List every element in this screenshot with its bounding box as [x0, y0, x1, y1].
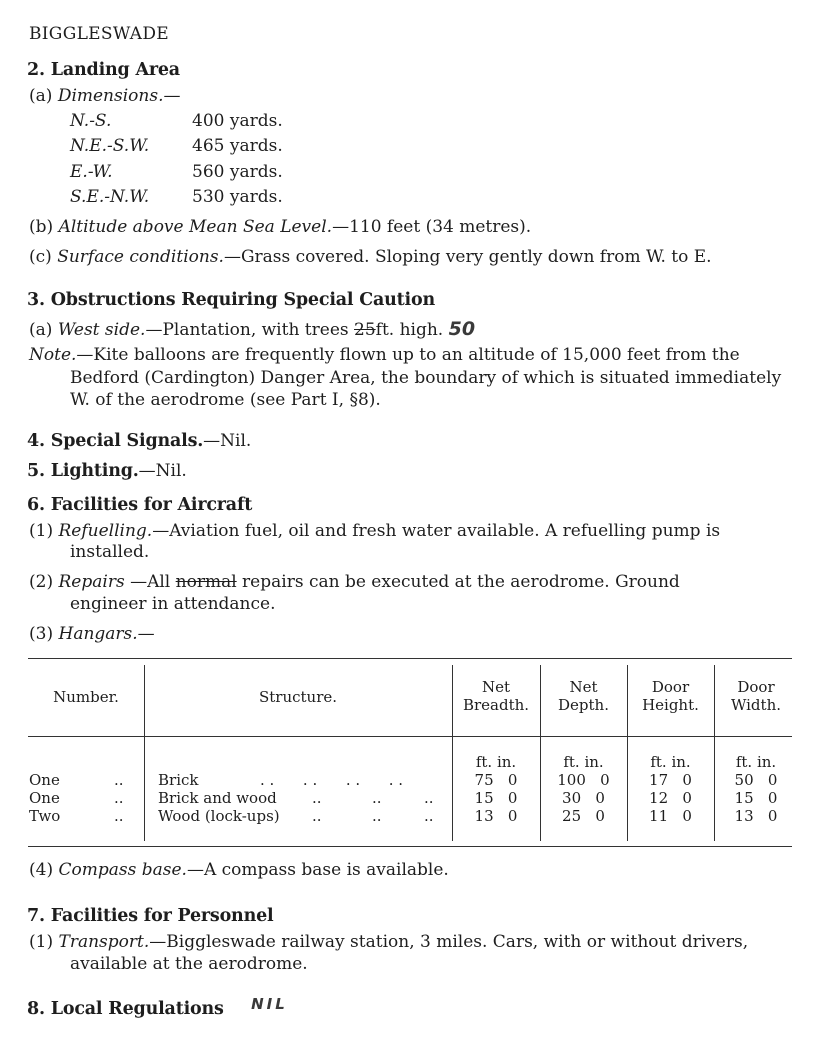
cell-width: 50 0	[734, 771, 778, 789]
item-heading: Dimensions.—	[57, 86, 181, 106]
item-text: ft. high.	[375, 320, 444, 340]
table-top-rule	[28, 658, 792, 659]
section-4-text: —Nil.	[203, 431, 252, 451]
dim-value: 560 yards.	[192, 162, 283, 182]
item-label: (2)	[29, 572, 54, 592]
section-6-title: 6. Facilities for Aircraft	[27, 495, 253, 515]
item-heading: Surface conditions.	[57, 247, 224, 267]
units-height: ft. in.	[650, 753, 691, 771]
section-2-title: 2. Landing Area	[27, 60, 180, 80]
cell-leader: ..	[424, 807, 434, 825]
item-text: —A compass base is available.	[186, 860, 449, 880]
handwritten-note: NIL	[251, 995, 288, 1013]
item-2b	[29, 217, 531, 237]
cell-depth: 100 0	[557, 771, 610, 789]
note-line-1	[29, 345, 740, 365]
header-door-width	[714, 678, 798, 714]
dim-direction: S.E.-N.W.	[70, 187, 150, 207]
cell-height: 12 0	[649, 789, 692, 807]
item-text: —Grass covered. Sloping very gently down from W. to E.	[223, 247, 712, 267]
item-label: (1)	[29, 521, 54, 541]
note-line-2: Bedford (Cardington) Danger Area, the boundary of which is situated immediately	[70, 368, 782, 388]
item-text: repairs can be executed at the aerodrome. Ground	[236, 572, 680, 592]
item-3a	[29, 318, 475, 340]
section-3-title: 3. Obstructions Requiring Special Caution	[27, 290, 435, 310]
section-4-title: 4. Special Signals.	[27, 431, 204, 451]
cell-depth: 30 0	[562, 789, 605, 807]
item-6-1-cont: installed.	[70, 542, 150, 562]
item-6-2	[29, 572, 680, 592]
cell-width: 13 0	[734, 807, 778, 825]
header-number: Number.	[53, 688, 119, 706]
place-name: BIGGLESWADE	[29, 24, 169, 44]
cell-leader: . . . . . . . .	[260, 771, 404, 789]
header-line: Depth.	[558, 696, 609, 714]
section-4	[27, 431, 251, 451]
dim-direction: E.-W.	[70, 162, 113, 182]
units-breadth: ft. in.	[475, 753, 517, 771]
header-line: Width.	[730, 696, 781, 714]
item-label: (c)	[29, 247, 52, 267]
cell-number: One	[29, 771, 60, 789]
section-8	[27, 995, 288, 1019]
struck-word: normal	[175, 572, 237, 592]
header-line: Door	[651, 678, 690, 696]
cell-structure: Brick	[158, 771, 199, 789]
cell-number: Two	[29, 807, 61, 825]
cell-breadth: 75 0	[474, 771, 518, 789]
dim-direction: N.-S.	[70, 111, 112, 131]
table-bottom-rule	[28, 846, 792, 847]
item-6-3	[29, 624, 155, 644]
section-7-title: 7. Facilities for Personnel	[27, 906, 274, 926]
item-6-1	[29, 521, 720, 541]
item-heading: Compass base.	[58, 860, 187, 880]
cell-leader: ..	[114, 807, 124, 825]
header-line: Net	[481, 678, 511, 696]
table-header-rule	[28, 736, 792, 737]
item-label: (3)	[29, 624, 54, 644]
header-structure: Structure.	[258, 688, 338, 706]
cell-number: One	[29, 789, 60, 807]
cell-leader: ..	[372, 789, 382, 807]
units-depth: ft. in.	[563, 753, 604, 771]
section-5	[27, 461, 187, 481]
item-heading: Hangars.—	[58, 624, 155, 644]
cell-leader: ..	[312, 807, 322, 825]
cell-depth: 25 0	[562, 807, 605, 825]
item-label: (a)	[29, 320, 53, 340]
item-6-2-cont: engineer in attendance.	[70, 594, 276, 614]
item-2c	[29, 247, 712, 267]
item-text: —Aviation fuel, oil and fresh water available. A refuelling pump is	[152, 521, 721, 541]
item-6-4	[29, 860, 449, 880]
cell-leader: ..	[114, 789, 124, 807]
dim-value: 465 yards.	[192, 136, 283, 156]
item-text: —All	[124, 572, 176, 592]
item-text: —Plantation, with trees	[145, 320, 349, 340]
dim-direction: N.E.-S.W.	[70, 136, 150, 156]
item-7-1	[29, 932, 748, 952]
cell-leader: ..	[312, 789, 322, 807]
cell-leader: ..	[424, 789, 434, 807]
cell-breadth: 13 0	[474, 807, 518, 825]
header-line: Breadth.	[462, 696, 530, 714]
cell-structure: Brick and wood	[158, 789, 277, 807]
header-line: Net	[569, 678, 598, 696]
item-2a	[29, 86, 180, 106]
note-heading: Note.	[29, 345, 77, 365]
item-text: —Biggleswade railway station, 3 miles. Cars, with or without drivers,	[149, 932, 749, 952]
item-label: (4)	[29, 860, 54, 880]
item-label: (a)	[29, 86, 53, 106]
cell-breadth: 15 0	[474, 789, 518, 807]
note-line-3: W. of the aerodrome (see Part I, §8).	[70, 390, 381, 410]
item-heading: Altitude above Mean Sea Level.	[58, 217, 333, 237]
header-door-height	[627, 678, 714, 714]
units-width: ft. in.	[735, 753, 777, 771]
item-7-1-cont: available at the aerodrome.	[70, 954, 308, 974]
item-heading: West side.	[57, 320, 146, 340]
item-label: (b)	[29, 217, 54, 237]
header-line: Height.	[642, 696, 699, 714]
cell-height: 11 0	[649, 807, 692, 825]
section-8-title: 8. Local Regulations	[27, 999, 224, 1019]
cell-width: 15 0	[734, 789, 778, 807]
item-heading: Refuelling.	[58, 521, 153, 541]
cell-structure: Wood (lock-ups)	[158, 807, 280, 825]
header-net-depth	[540, 678, 627, 714]
header-net-breadth	[452, 678, 540, 714]
cell-leader: ..	[372, 807, 382, 825]
item-text: —110 feet (34 metres).	[332, 217, 532, 237]
dim-value: 400 yards.	[192, 111, 283, 131]
section-5-text: —Nil.	[138, 461, 187, 481]
item-heading: Repairs	[58, 572, 125, 592]
item-heading: Transport.	[58, 932, 150, 952]
item-label: (1)	[29, 932, 54, 952]
header-line: Door	[737, 678, 775, 696]
cell-leader: ..	[114, 771, 124, 789]
note-text: —Kite balloons are frequently flown up to an altitude of 15,000 feet from the	[76, 345, 740, 365]
struck-value: 25	[354, 320, 376, 340]
handwritten-correction: 50	[448, 318, 476, 340]
dim-value: 530 yards.	[192, 187, 283, 207]
cell-height: 17 0	[649, 771, 692, 789]
section-5-title: 5. Lighting.	[27, 461, 139, 481]
